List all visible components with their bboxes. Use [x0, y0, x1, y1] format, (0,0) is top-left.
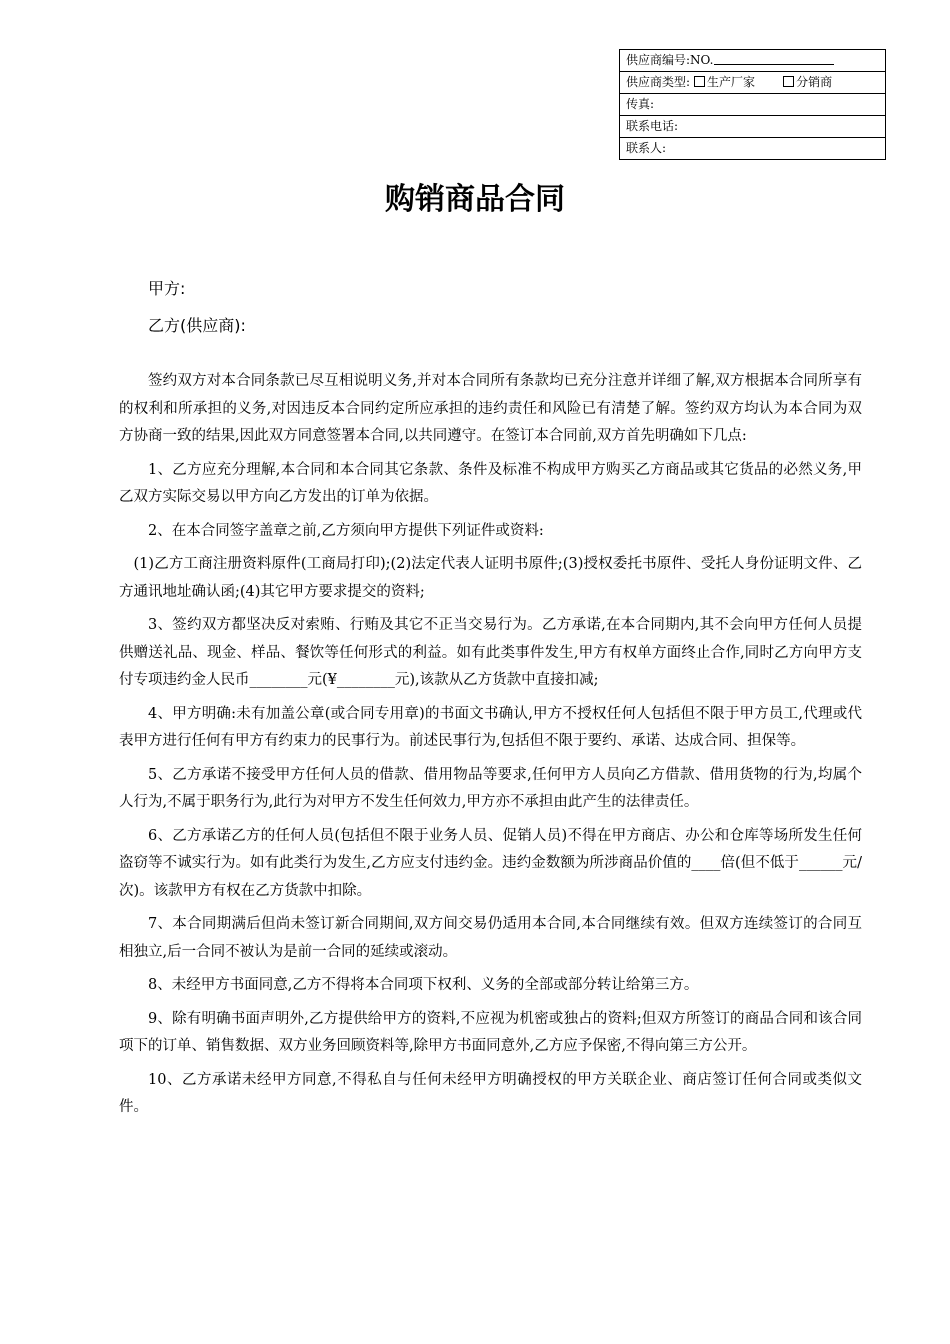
supplier-number-label: 供应商编号:NO. — [626, 53, 714, 67]
phone-row — [620, 116, 886, 138]
intro-paragraph: 签约双方对本合同条款已尽互相说明义务,并对本合同所有条款均已充分注意并详细了解,双方根据本合同所享有的权利和所承担的义务,对因违反本合同约定所应承担的违约责任和风险已有清楚了解。签约双方均认为本合同为双方协商一致的结果,因此双方同意签署本合同,以共同遵守。在签订本合同前,双方首先明确如下几点: — [119, 373, 862, 444]
fax-row — [620, 94, 886, 116]
distributor-option-label: 分销商 — [796, 75, 833, 89]
clause-6: 6、乙方承诺乙方的任何人员(包括但不限于业务人员、促销人员)不得在甲方商店、办公和仓库等场所发生任何盗窃等不诚实行为。如有此类行为发生,乙方应支付违约金。违约金数额为所涉商品价值的____倍(但不低于______元/次)。该款甲方有权在乙方货款中扣除。 — [119, 827, 862, 899]
supplier-info-table — [619, 49, 886, 160]
clause-2: 2、在本合同签字盖章之前,乙方须向甲方提供下列证件或资料: — [148, 522, 544, 539]
distributor-checkbox-icon[interactable] — [783, 76, 794, 87]
clause-1: 1、乙方应充分理解,本合同和本合同其它条款、条件及标准不构成甲方购买乙方商品或其它货品的必然义务,甲乙双方实际交易以甲方向乙方发出的订单为依据。 — [119, 461, 862, 505]
clause-8: 8、未经甲方书面同意,乙方不得将本合同项下权利、义务的全部或部分转让给第三方。 — [148, 977, 699, 993]
contract-body — [119, 368, 862, 1128]
supplier-number-row — [620, 50, 886, 72]
clause-5: 5、乙方承诺不接受甲方任何人员的借款、借用物品等要求,任何甲方人员向乙方借款、借用货物的行为,均属个人行为,不属于职务行为,此行为对甲方不发生任何效力,甲方亦不承担由此产生的法律责任。 — [119, 766, 862, 810]
supplier-number-blank — [714, 52, 834, 65]
clause-7: 7、本合同期满后但尚未签订新合同期间,双方间交易仍适用本合同,本合同继续有效。但双方连续签订的合同互相独立,后一合同不被认为是前一合同的延续或滚动。 — [119, 916, 862, 960]
party-a-label: 甲方: — [148, 279, 186, 298]
supplier-type-label: 供应商类型: — [626, 75, 691, 89]
contract-title: 购销商品合同 — [385, 182, 565, 217]
clause-3: 3、签约双方都坚决反对索贿、行贿及其它不正当交易行为。乙方承诺,在本合同期内,其不会向甲方任何人员提供赠送礼品、现金、样品、餐饮等任何形式的利益。如有此类事件发生,甲方有权单方面终止合作,同时乙方向甲方支付专项违约金人民币________元(¥________元),该款从乙方货款中直接扣减; — [119, 617, 862, 688]
clause-2-document-list: (1)乙方工商注册资料原件(工商局打印);(2)法定代表人证明书原件;(3)授权委托书原件、受托人身份证明文件、乙方通讯地址确认函;(4)其它甲方要求提交的资料; — [119, 556, 862, 600]
contact-row — [620, 138, 886, 160]
clause-9: 9、除有明确书面声明外,乙方提供给甲方的资料,不应视为机密或独占的资料;但双方所签订的商品合同和该合同项下的订单、销售数据、双方业务回顾资料等,除甲方书面同意外,乙方应予保密,不得向第三方公开。 — [119, 1010, 862, 1054]
manufacturer-checkbox-icon[interactable] — [694, 76, 705, 87]
clause-4: 4、甲方明确:未有加盖公章(或合同专用章)的书面文书确认,甲方不授权任何人包括但不限于甲方员工,代理或代表甲方进行任何有甲方有约束力的民事行为。前述民事行为,包括但不限于要约、承诺、达成合同、担保等。 — [119, 705, 862, 749]
manufacturer-option-label: 生产厂家 — [707, 75, 756, 89]
contact-label: 联系人: — [626, 141, 667, 155]
supplier-type-row — [620, 72, 886, 94]
party-b-label: 乙方(供应商): — [148, 316, 246, 335]
phone-label: 联系电话: — [626, 119, 679, 133]
clause-10: 10、乙方承诺未经甲方同意,不得私自与任何未经甲方明确授权的甲方关联企业、商店签订任何合同或类似文件。 — [119, 1071, 862, 1115]
fax-label: 传真: — [626, 97, 655, 111]
